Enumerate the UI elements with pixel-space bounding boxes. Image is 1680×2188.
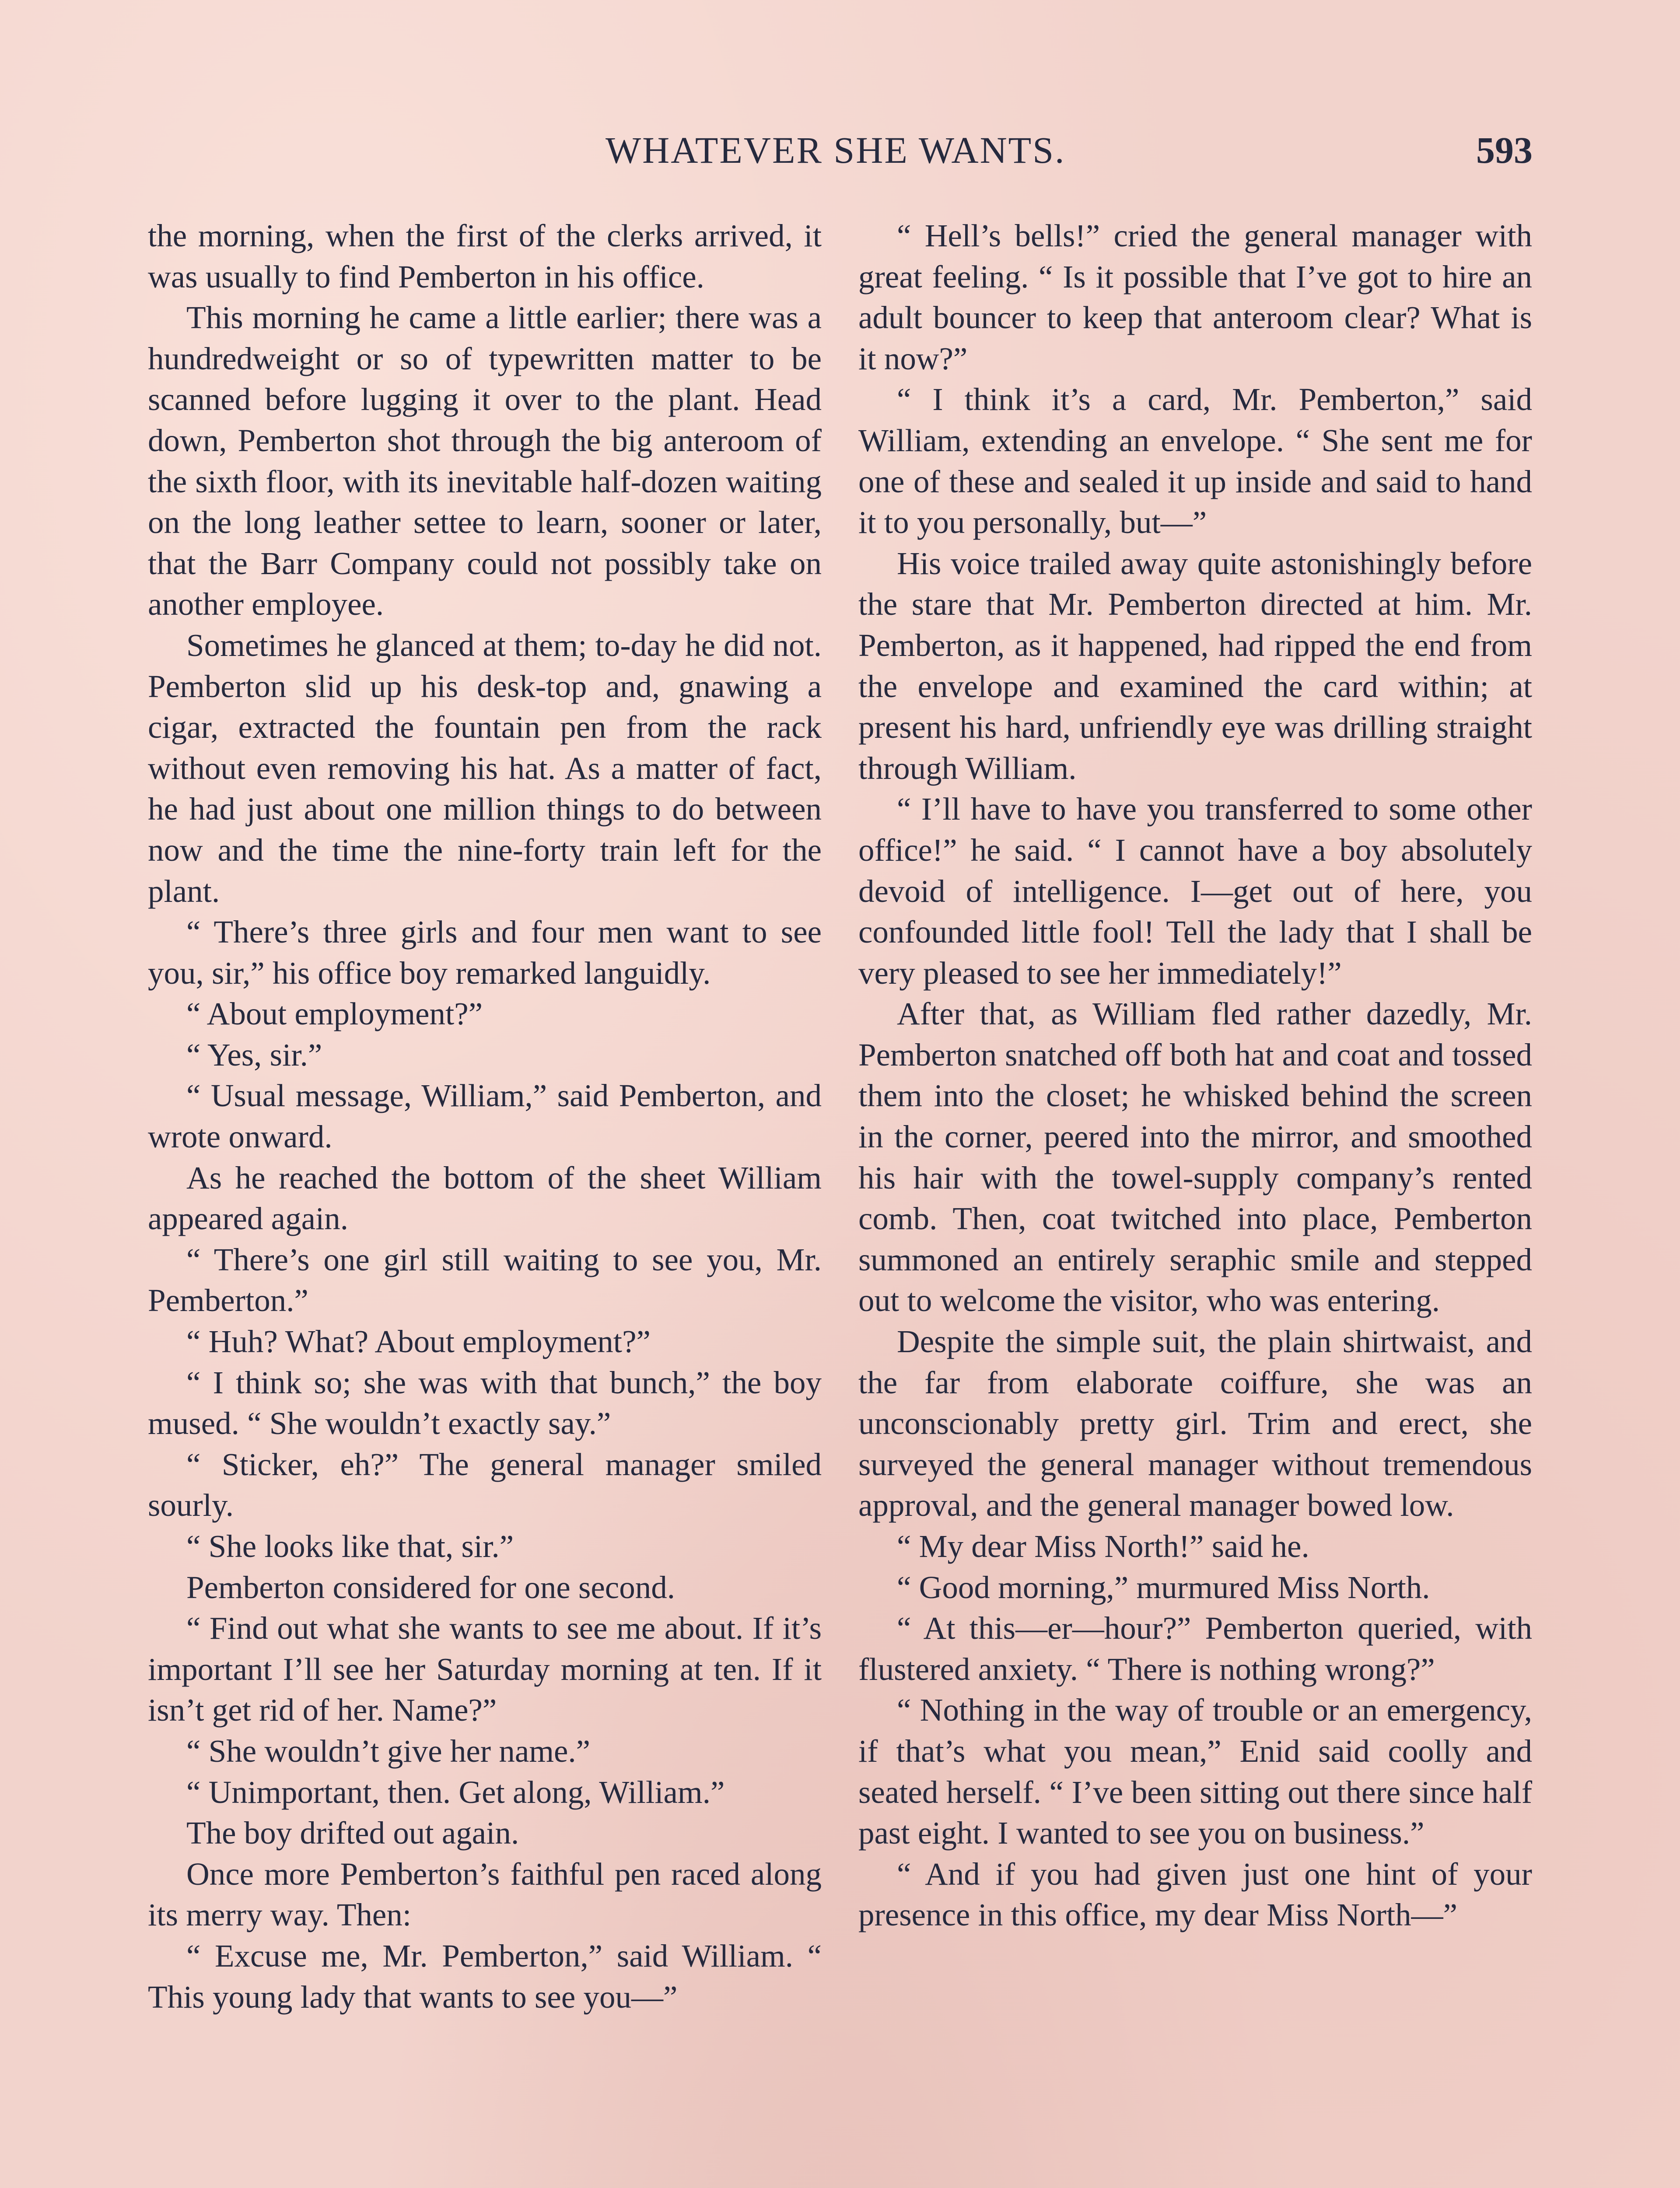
paragraph: the morning, when the first of the clerks arrived, it was usually to find Pemberton in his office. xyxy=(148,218,822,295)
paragraph: “ Good morning,” murmured Miss North. xyxy=(897,1569,1430,1605)
paragraph: Once more Pemberton’s faithful pen raced along its merry way. Then: xyxy=(148,1856,822,1933)
paragraph: This morning he came a little earlier; there was a hundredweight or so of typewritten matter to be scanned before lugging it over to the plant. Head down, Pemberton shot through the big anteroom of the sixth floor, with its inevitable half-dozen waiting on the long leather settee to learn, sooner or later, that the Barr Company could not possibly take on another employee. xyxy=(148,300,822,622)
paragraph: As he reached the bottom of the sheet William appeared again. xyxy=(148,1160,822,1237)
paragraph: “ Yes, sir.” xyxy=(186,1037,322,1073)
left-column xyxy=(148,215,822,2017)
paragraph: “ My dear Miss North!” said he. xyxy=(897,1529,1309,1564)
paragraph: “ Unimportant, then. Get along, William.” xyxy=(186,1774,725,1810)
paragraph: Pemberton considered for one second. xyxy=(186,1569,675,1605)
paragraph: After that, as William fled rather dazedly, Mr. Pemberton snatched off both hat and coat and tossed them into the closet; he whisked behind the screen in the corner, peered into the mirror, and smoothed his hair with the towel-supply company’s rented comb. Then, coat twitched into place, Pemberton summoned an entirely seraphic smile and stepped out to welcome the visitor, who was entering. xyxy=(858,996,1532,1318)
paragraph: “ I think so; she was with that bunch,” the boy mused. “ She wouldn’t exactly say.” xyxy=(148,1364,822,1441)
paragraph: The boy drifted out again. xyxy=(186,1815,519,1851)
paragraph: “ I think it’s a card, Mr. Pemberton,” said William, extending an envelope. “ She sent me for one of these and sealed it up inside and said to hand it to you personally, but—” xyxy=(858,382,1532,540)
paragraph: “ She wouldn’t give her name.” xyxy=(186,1733,591,1769)
paragraph: Despite the simple suit, the plain shirtwaist, and the far from elaborate coiffure, she was an unconscionably pretty girl. Trim and erect, she surveyed the general manager without tremendous approval, and the general manager bowed low. xyxy=(858,1324,1532,1523)
paragraph: “ Huh? What? About employment?” xyxy=(186,1324,651,1360)
paragraph: “ There’s one girl still waiting to see you, Mr. Pemberton.” xyxy=(148,1241,822,1318)
paragraph: His voice trailed away quite astonishingly before the stare that Mr. Pemberton directed at him. Mr. Pemberton, as it happened, had ripped the end from the envelope and examined the card within; at present his hard, unfriendly eye was drilling straight through William. xyxy=(858,545,1532,786)
page-number: 593 xyxy=(1476,129,1533,171)
right-column xyxy=(858,215,1532,1936)
paragraph: Sometimes he glanced at them; to-day he did not. Pemberton slid up his desk-top and, gnawing a cigar, extracted the fountain pen from the rack without even removing his hat. As a matter of fact, he had just about one million things to do between now and the time the nine-forty train left for the plant. xyxy=(148,627,822,909)
paragraph: “ There’s three girls and four men want to see you, sir,” his office boy remarked languidly. xyxy=(148,914,822,991)
paragraph: “ Sticker, eh?” The general manager smiled sourly. xyxy=(148,1446,822,1523)
paragraph: “ Nothing in the way of trouble or an emergency, if that’s what you mean,” Enid said coolly and seated herself. “ I’ve been sitting out there since half past eight. I wanted to see you on business.” xyxy=(858,1692,1532,1851)
paragraph: “ She looks like that, sir.” xyxy=(186,1529,514,1564)
paragraph: “ I’ll have to have you transferred to some other office!” he said. “ I cannot have a boy absolutely devoid of intelligence. I—get out of here, you confounded little fool! Tell the lady that I shall be very pleased to see her immediately!” xyxy=(858,791,1532,991)
paragraph: “ About employment?” xyxy=(186,996,483,1032)
paragraph: “ Usual message, William,” said Pemberton, and wrote onward. xyxy=(148,1078,822,1155)
paragraph: “ And if you had given just one hint of your presence in this office, my dear Miss North—” xyxy=(858,1856,1532,1933)
paragraph: “ Find out what she wants to see me about. If it’s important I’ll see her Saturday morning at ten. If it isn’t get rid of her. Name?” xyxy=(148,1610,822,1728)
running-title: WHATEVER SHE WANTS. xyxy=(606,129,1066,171)
paragraph: “ At this—er—hour?” Pemberton queried, with flustered anxiety. “ There is nothing wrong?” xyxy=(858,1610,1532,1687)
paragraph: “ Excuse me, Mr. Pemberton,” said William. “ This young lady that wants to see you—” xyxy=(148,1938,822,2015)
paragraph: “ Hell’s bells!” cried the general manager with great feeling. “ Is it possible that I’ve got to hire an adult bouncer to keep that anteroom clear? What is it now?” xyxy=(858,218,1532,376)
